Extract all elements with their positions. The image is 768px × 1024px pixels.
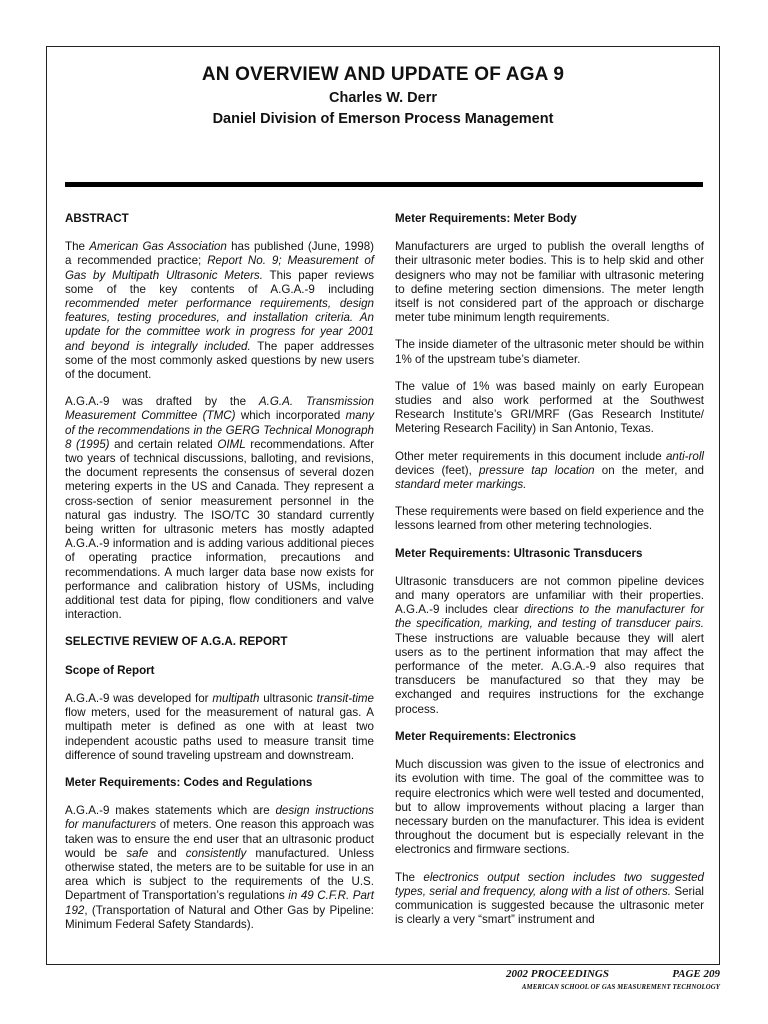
transducers-heading: Meter Requirements: Ultrasonic Transducers <box>395 546 643 560</box>
transducers-paragraph: Ultrasonic transducers are not common pipeline devices and many operators are unfamiliar with their properties. A.G.A.-9 includes clear directions to the manufacturer for the specification, marking, and testing of transducer pairs. These instructions are valuable because they will alert users as to the pertinent information that may affect the performance of the meter. A.G.A.-9 also requires that transducers be manufactured so that they may be exchanged and requires instructions for the exchange process. <box>395 574 704 716</box>
meter-body-paragraph-5: These requirements were based on field experience and the lessons learned from other metering technologies. <box>395 505 704 533</box>
italic-run: electronics output section includes two suggested types, serial and frequency, along with a list of others. <box>395 870 704 898</box>
italic-run: design instructions for manufacturers <box>65 804 374 832</box>
electronics-heading: Meter Requirements: Electronics <box>395 729 577 743</box>
italic-run: OIML <box>217 437 246 451</box>
meter-body-paragraph-4: Other meter requirements in this document include anti-roll devices (feet), pressure tap location on the meter, and standard meter markings. <box>395 449 704 492</box>
italic-run: American Gas Association <box>89 240 227 254</box>
italic-run: multipath <box>212 691 260 705</box>
author-affiliation: Daniel Division of Emerson Process Management <box>212 111 554 127</box>
school-name: AMERICAN SCHOOL OF GAS MEASUREMENT TECHNOLOGY <box>521 984 720 991</box>
left-column <box>65 212 374 932</box>
meter-body-paragraph-2: The inside diameter of the ultrasonic meter should be within 1% of the upstream tube’s diameter. <box>395 338 704 366</box>
review-heading: SELECTIVE REVIEW OF A.G.A. REPORT <box>65 635 288 649</box>
italic-run: directions to the manufacturer for the specification, marking, and testing of transducer pairs. <box>395 603 704 631</box>
meter-body-heading: Meter Requirements: Meter Body <box>395 212 577 225</box>
page-footer <box>460 968 720 991</box>
codes-heading: Meter Requirements: Codes and Regulations <box>65 775 313 789</box>
italic-run: Report No. 9; Measurement of Gas by Multipath Ultrasonic Meters. <box>65 254 374 282</box>
abstract-paragraph-1: The American Gas Association has published (June, 1998) a recommended practice; Report No. 9; Measurement of Gas by Multipath Ultrasonic Meters. This paper reviews some of the key contents of A.G.A.-9 including recommended meter performance requirements, design features, testing procedures, and installation criteria. An update for the committee work in progress for year 2001 and beyond is integrally included. The paper addresses some of the most commonly asked questions by new users of the document. <box>65 240 375 382</box>
electronics-paragraph-1: Much discussion was given to the issue of electronics and its evolution with time. The goal of the committee was to require electronics which were well tested and documented, but to allow improvements without placing a larger than necessary burden on the manufacturer. This idea is evident throughout the document but is especially relevant in the electronics and firmware sections. <box>395 758 704 857</box>
italic-run: anti-roll <box>665 449 704 463</box>
codes-paragraph: A.G.A.-9 makes statements which are design instructions for manufacturers of meters. One reason this approach was taken was to ensure the end user that an ultrasonic product would be safe and consistently manufactured. Unless otherwise stated, the meters are to be suitable for use in an area which is subject to the requirements of the U.S. Department of Transportation’s regulations in 49 C.F.R. Part 192, (Transportation of Natural and Other Gas by Pipeline: Minimum Federal Safety Standards). <box>65 804 375 931</box>
author-name: Charles W. Derr <box>329 90 437 106</box>
italic-run: recommended meter performance requirements, design features, testing procedures, and installation criteria. An update for the committee work in progress for year 2001 and beyond is integrally included. <box>65 297 374 353</box>
paper-header <box>46 62 720 130</box>
scope-heading: Scope of Report <box>65 663 155 677</box>
italic-run: transit-time <box>316 691 375 705</box>
page-number: PAGE 209 <box>672 968 720 980</box>
header-divider <box>65 182 703 187</box>
electronics-paragraph-2: The electronics output section includes two suggested types, serial and frequency, along with a list of others. Serial communication is suggested because the ultrasonic meter is clearly a very “smart” instrument and <box>395 870 704 927</box>
abstract-heading: ABSTRACT <box>65 212 129 225</box>
right-column <box>395 212 704 927</box>
abstract-paragraph-2: A.G.A.-9 was drafted by the A.G.A. Transmission Measurement Committee (TMC) which incorporated many of the recommendations in the GERG Technical Monograph 8 (1995) and certain related OIML recommendations. After two years of technical discussions, balloting, and revisions, the document represents the consensus of several dozen metering experts in the US and Canada. They represent a cross-section of senior measurement personnel in the natural gas industry. The ISO/TC 30 standard currently being written for ultrasonic meters has mostly adapted A.G.A.-9 information and is adding various additional pieces of operating practice information, precautions and recommendations. A much larger data base now exists for performance and calibration history of USMs, including additional test data for piping, flow conditioners and valve interaction. <box>65 395 374 622</box>
proceedings-label: 2002 PROCEEDINGS <box>506 968 609 980</box>
italic-run: pressure tap location <box>479 463 595 477</box>
italic-run: A.G.A. Transmission Measurement Committee (TMC) <box>65 395 374 423</box>
meter-body-paragraph-1: Manufacturers are urged to publish the overall lengths of their ultrasonic meter bodies. This is to help skid and other designers who may not be familiar with ultrasonic metering to define metering section dimensions. The meter length itself is not considered part of the approach or discharge meter tube minimum length requirements. <box>395 240 704 325</box>
italic-run: standard meter markings. <box>395 478 527 492</box>
scope-paragraph: A.G.A.-9 was developed for multipath ultrasonic transit-time flow meters, used for the measurement of natural gas. A multipath meter is defined as one with at least two independent acoustic paths used to measure transit time difference of sound traveling upstream and downstream. <box>65 691 375 762</box>
meter-body-paragraph-3: The value of 1% was based mainly on early European studies and also work performed at the Southwest Research Institute’s GRI/MRF (Gas Research Institute/ Metering Research Facility) in San Antonio, Texas. <box>395 379 704 436</box>
italic-run: many of the recommendations in the GERG Technical Monograph 8 (1995) <box>65 409 374 451</box>
italic-run: in 49 C.F.R. Part 192 <box>65 889 375 917</box>
italic-run: consistently <box>185 846 247 860</box>
italic-run: safe <box>126 846 149 860</box>
paper-title: AN OVERVIEW AND UPDATE OF AGA 9 <box>201 64 565 85</box>
